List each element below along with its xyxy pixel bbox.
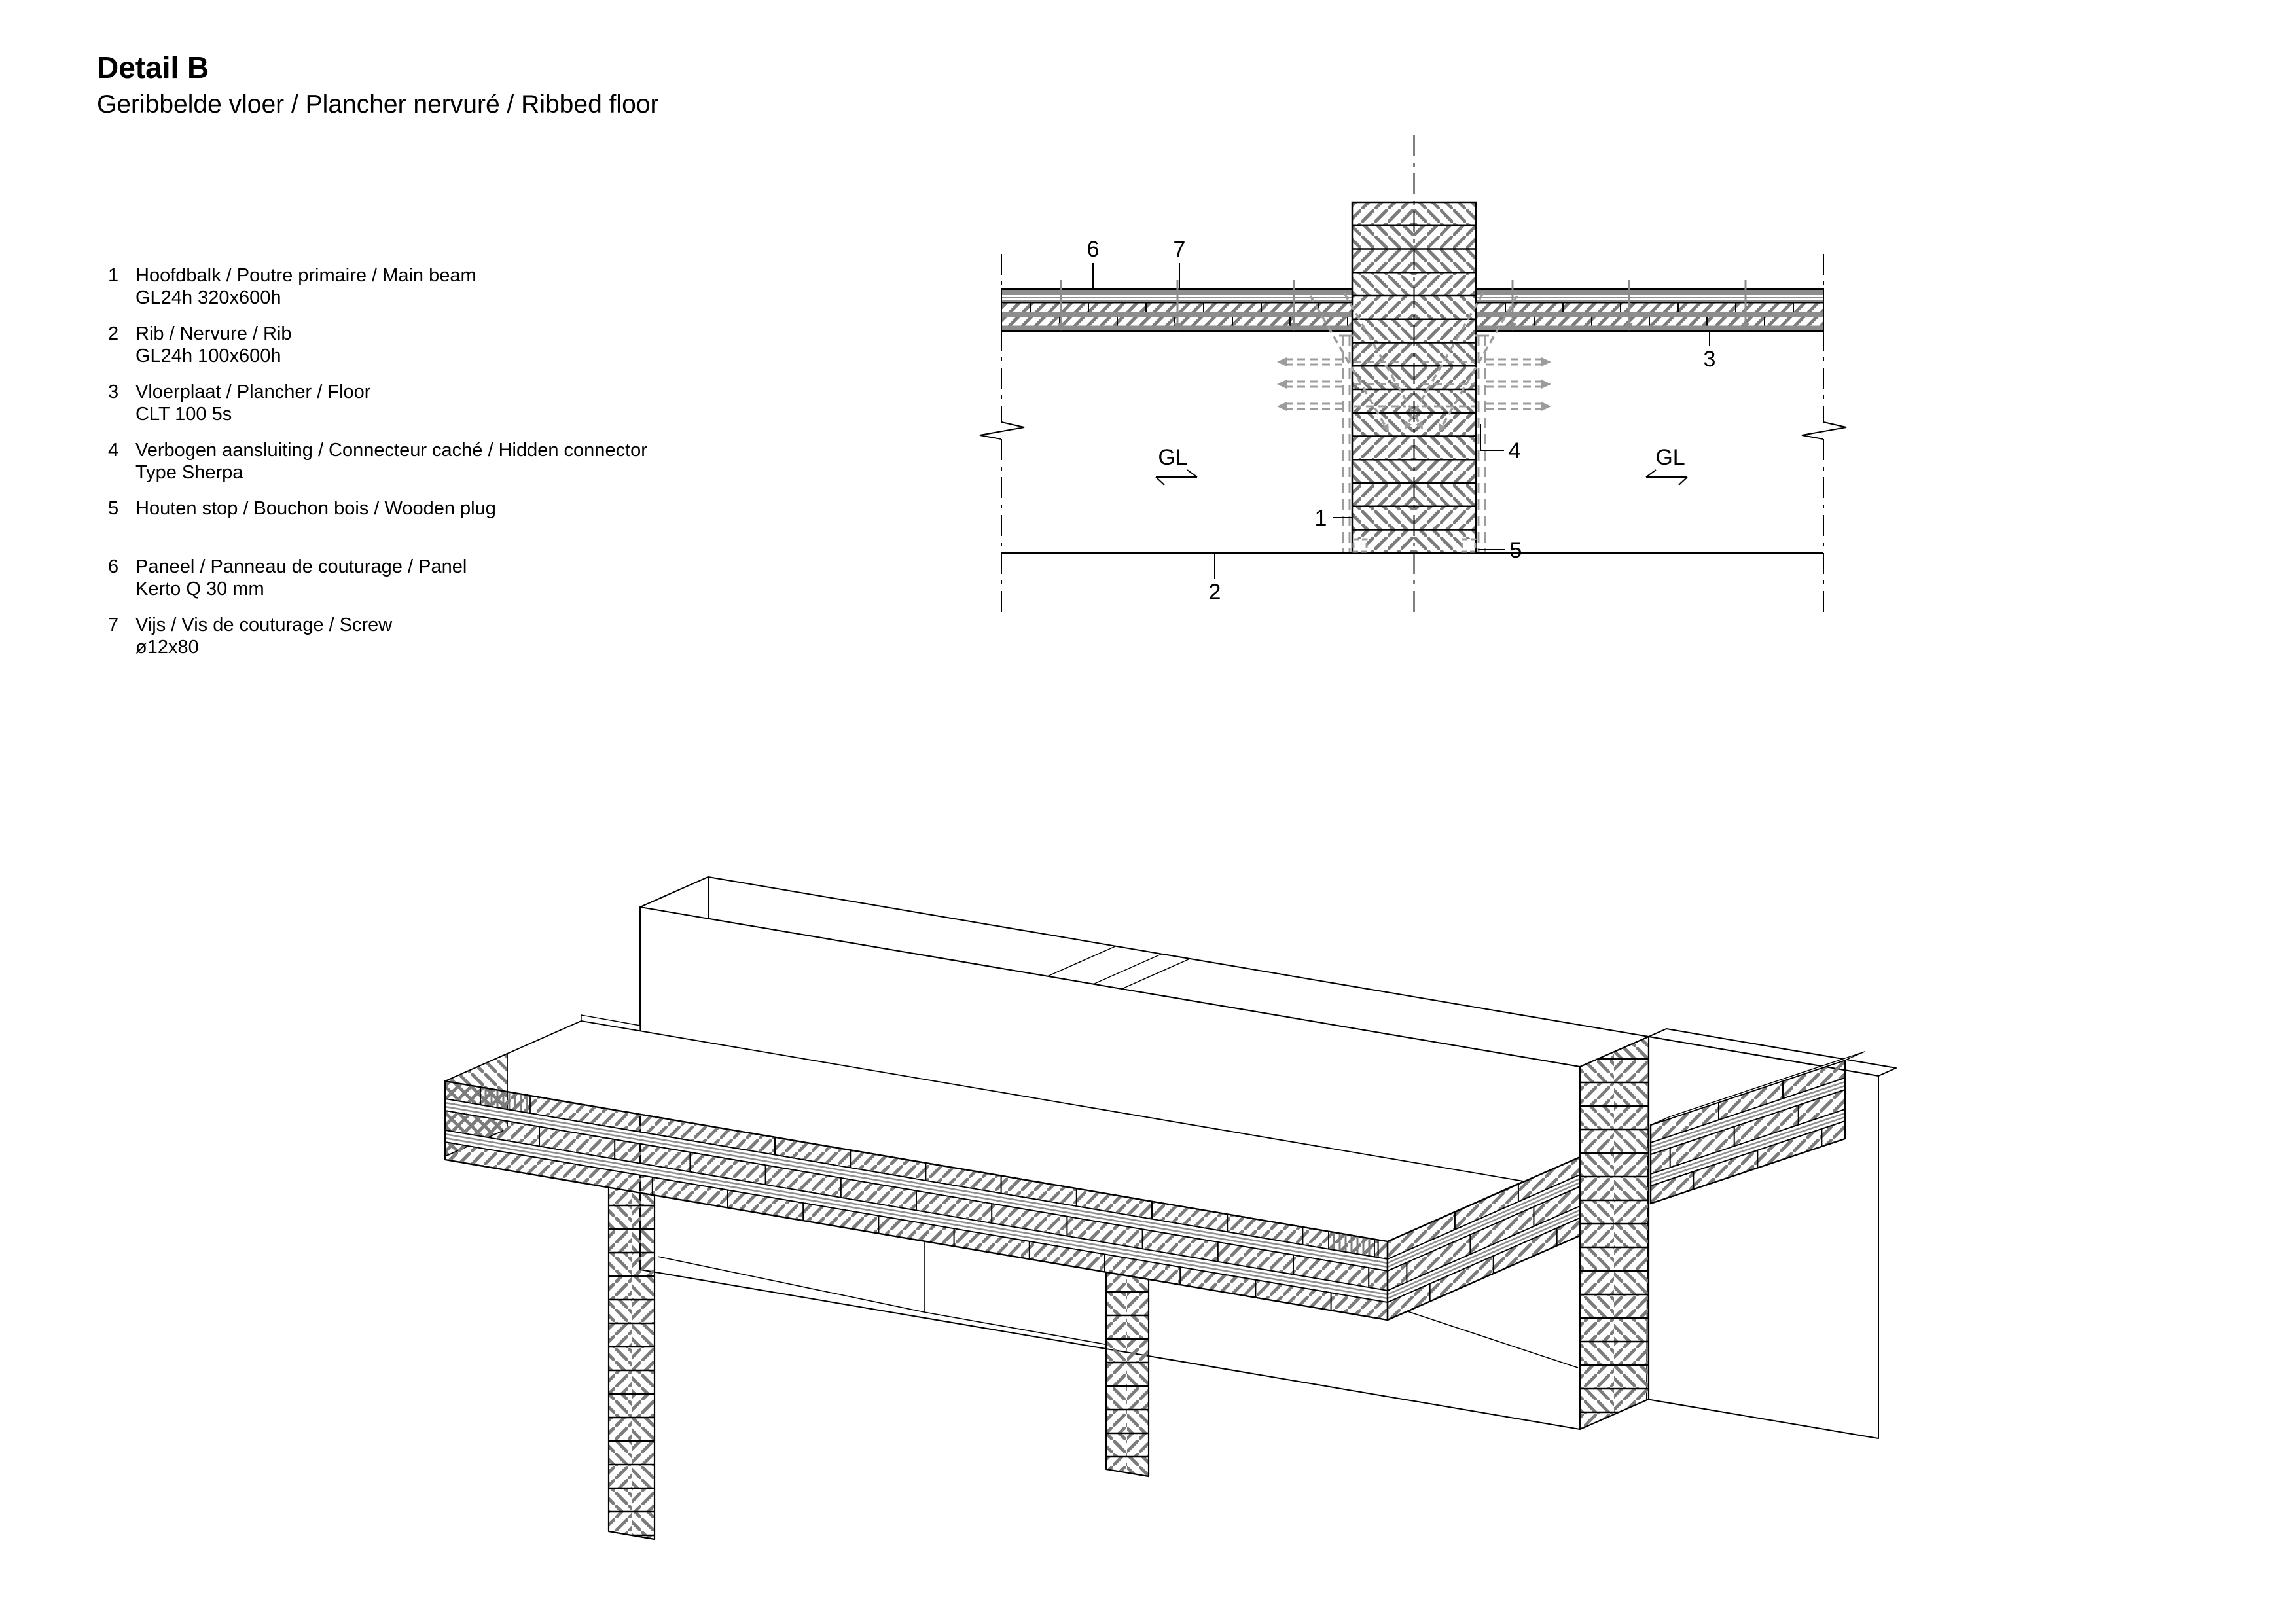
axonometric-view: [445, 877, 1896, 1559]
wooden-plug: [1354, 539, 1367, 552]
legend-item-number: 1: [108, 265, 119, 286]
legend-item-text: Vijs / Vis de couturage / Screw: [135, 615, 393, 635]
callout-label-7: 7: [1173, 237, 1186, 262]
rib-cut-middle: [1105, 1268, 1150, 1480]
legend-item-text: Paneel / Panneau de couturage / Panel: [135, 556, 467, 577]
break-symbol: [980, 422, 1024, 439]
legend-item-number: 3: [108, 382, 119, 402]
gl-label-left: GL: [1158, 445, 1188, 470]
legend-item-text: Rib / Nervure / Rib: [135, 323, 292, 344]
page-title: Detail B: [97, 50, 209, 84]
legend-item-spec: CLT 100 5s: [135, 404, 232, 425]
callout-label-1: 1: [1314, 506, 1327, 531]
floor-band-right: [1476, 289, 1823, 331]
legend-item-number: 6: [108, 556, 119, 577]
section-2d: [980, 135, 1846, 613]
callout-label-2: 2: [1208, 580, 1221, 605]
page-subtitle: Geribbelde vloer / Plancher nervuré / Ribbed floor: [97, 90, 659, 118]
legend-item-spec: GL24h 100x600h: [135, 346, 281, 366]
callout-label-4: 4: [1508, 438, 1521, 463]
legend-item-number: 7: [108, 615, 119, 635]
legend-item-text: Hoofdbalk / Poutre primaire / Main beam: [135, 265, 476, 286]
legend-item-spec: GL24h 320x600h: [135, 287, 281, 308]
gl-arrow-right: [1646, 470, 1687, 485]
wooden-plug: [1462, 539, 1475, 552]
legend-item-text: Houten stop / Bouchon bois / Wooden plug: [135, 498, 496, 519]
legend-item-text: Verbogen aansluiting / Connecteur caché / Hidden connector: [135, 440, 647, 461]
gl-arrow-left: [1156, 470, 1197, 485]
gl-label-right: GL: [1655, 445, 1685, 470]
legend-item-spec: Kerto Q 30 mm: [135, 579, 264, 599]
legend-item-number: 5: [108, 498, 119, 519]
main-beam-cut-face: [1579, 1035, 1650, 1436]
rib-cut-left: [607, 1182, 656, 1559]
legend-item-spec: ø12x80: [135, 637, 199, 658]
break-symbol: [1802, 422, 1846, 439]
legend-item-text: Vloerplaat / Plancher / Floor: [135, 382, 371, 402]
legend-item-number: 4: [108, 440, 119, 461]
callout-label-6: 6: [1086, 237, 1100, 262]
callout-label-5: 5: [1509, 538, 1522, 563]
callout-label-3: 3: [1703, 347, 1716, 372]
legend-item-number: 2: [108, 323, 119, 344]
legend-item-spec: Type Sherpa: [135, 462, 243, 483]
